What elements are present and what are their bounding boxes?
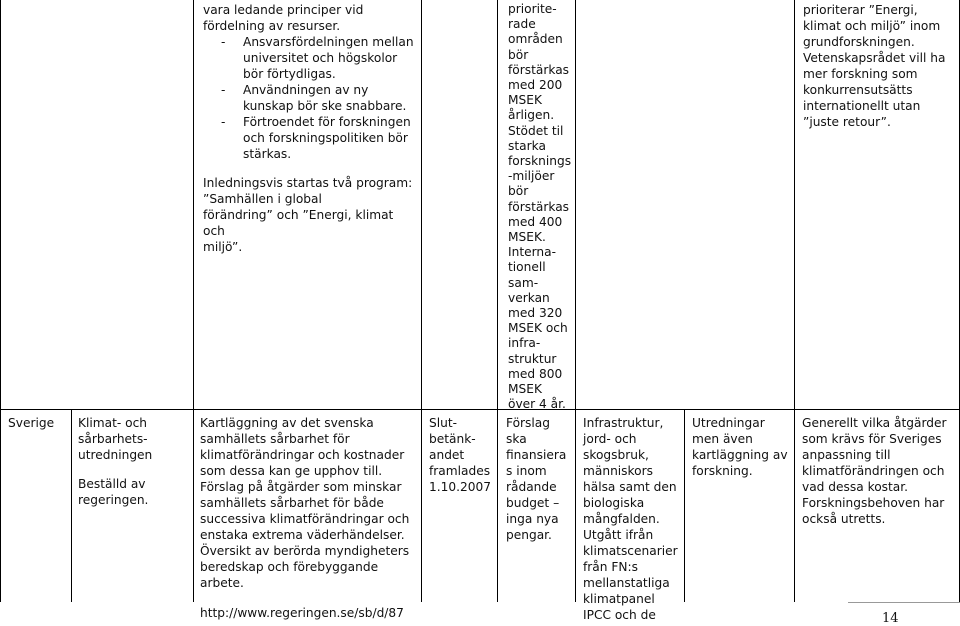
text-line: infra- <box>508 336 541 351</box>
text-line: utredningen <box>78 448 153 462</box>
text-line: finansiera <box>506 448 567 462</box>
text-line: fördelning av resurser. <box>203 19 341 33</box>
text-line: med 320 <box>508 306 563 321</box>
text-line: klimatscenarier <box>583 544 678 558</box>
text-line: stärkas. <box>243 147 292 161</box>
text-line: samhällets sårbarhet för både <box>200 496 384 510</box>
finance-cell <box>506 415 574 543</box>
text-line: tionell <box>508 260 546 275</box>
text-line: sam- <box>508 275 539 290</box>
text-line: bör <box>508 184 529 199</box>
text-line: från FN:s <box>583 560 638 574</box>
text-line: Inledningsvis startas två program: <box>203 176 413 190</box>
text-line: sårbarhets- <box>78 432 148 446</box>
text-line: Stödet til <box>508 123 564 138</box>
text-line: framlades <box>429 464 491 478</box>
text-line: Beställd av <box>78 477 146 491</box>
text-line: biologiska <box>583 496 645 510</box>
status-cell <box>429 415 495 495</box>
text-line: Interna- <box>508 245 556 260</box>
text-line: med 400 <box>508 214 563 229</box>
text-line: klimatförändringen och <box>802 464 945 478</box>
text-line: med 800 <box>508 366 563 381</box>
text-line: starka <box>508 138 546 153</box>
research-cell <box>692 415 792 479</box>
text-line: med 200 <box>508 78 563 93</box>
text-line: rade <box>508 17 536 32</box>
text-line: Förslag <box>506 416 550 430</box>
text-line: mer forskning som <box>803 67 918 81</box>
text-line: hälsa samt den <box>583 480 677 494</box>
text-line: årligen. <box>508 108 555 123</box>
text-line: priorite- <box>508 2 557 16</box>
text-line: Förslag på åtgärder som minskar <box>200 480 402 494</box>
text-line: internationellt utan <box>803 99 921 113</box>
funding-cell <box>508 2 574 412</box>
text-line: ”Samhällen i global <box>203 192 322 206</box>
grid-line <box>497 0 498 602</box>
text-line: Klimat- och <box>78 416 148 430</box>
text-line: också utretts. <box>802 512 886 526</box>
text-line: konkurrensutsätts <box>803 83 913 97</box>
text-line: klimatförändringar och kostnader <box>200 448 405 462</box>
grid-line <box>0 0 1 602</box>
text-line: jord- och <box>583 432 637 446</box>
text-line: IPCC och de <box>583 608 656 622</box>
text-line: Generellt vilka åtgärder <box>802 416 947 430</box>
text-line: arbete. <box>200 576 244 590</box>
text-line: enstaka extrema väderhändelser. <box>200 528 405 542</box>
country-name: Sverige <box>8 416 55 430</box>
text-line: pengar. <box>506 528 552 542</box>
text-line: MSEK <box>508 382 542 397</box>
text-line: Forskningsbehoven har <box>802 496 945 510</box>
text-line: och forskningspolitiken bör <box>243 131 408 145</box>
text-line: beredskap och förebyggande <box>200 560 379 574</box>
text-line: MSEK <box>508 93 542 108</box>
text-line: klimat och miljö” inom <box>803 19 941 33</box>
text-line: - Ansvarsfördelningen mellan <box>243 35 414 49</box>
text-line: prioriterar ”Energi, <box>803 3 918 17</box>
text-line: som krävs för Sveriges <box>802 432 942 446</box>
text-line: som dessa kan ge upphov till. <box>200 464 383 478</box>
text-line: bör förtydligas. <box>243 67 336 81</box>
text-line: människors <box>583 464 653 478</box>
principles-cell <box>203 2 418 255</box>
text-line: forskning. <box>692 464 753 478</box>
text-line: struktur <box>508 351 557 366</box>
source-url: http://www.regeringen.se/sb/d/87 <box>200 606 404 620</box>
text-line: områden <box>508 32 563 47</box>
bullet-item <box>221 34 418 82</box>
text-line: förändring” och ”Energi, klimat och <box>203 208 394 238</box>
text-line: MSEK och <box>508 321 568 336</box>
text-line: MSEK. <box>508 230 546 245</box>
text-line: s inom <box>506 464 547 478</box>
text-line: kunskap bör ske snabbare. <box>243 99 407 113</box>
text-line: rådande <box>506 480 557 494</box>
text-line: Kartläggning av det svenska <box>200 416 374 430</box>
page-number: 14 <box>882 611 899 626</box>
text-line: förstärkas <box>508 199 570 214</box>
bottom-comment-cell <box>802 415 958 527</box>
text-line: förstärkas <box>508 62 570 77</box>
text-line: ”juste retour”. <box>803 115 891 129</box>
text-line: ska <box>506 432 527 446</box>
grid-line <box>421 0 422 602</box>
text-line: Vetenskapsrådet vill ha <box>803 51 946 65</box>
text-line: vad dessa kostar. <box>802 480 909 494</box>
text-line: bör <box>508 47 529 62</box>
grid-line <box>794 0 795 602</box>
text-line: skogsbruk, <box>583 448 649 462</box>
text-line: 1.10.2007 <box>429 480 492 494</box>
bullet-item <box>221 114 418 162</box>
text-line: mångfalden. <box>583 512 660 526</box>
text-line: - Förtroendet för forskningen <box>243 115 411 129</box>
text-line: verkan <box>508 290 550 305</box>
text-line: Infrastruktur, <box>583 416 664 430</box>
bullet-item <box>221 82 418 114</box>
text-line: men även <box>692 432 753 446</box>
footer-rule <box>848 602 960 603</box>
inquiry-title-cell <box>78 415 191 508</box>
text-line: kartläggning av <box>692 448 788 462</box>
text-line: forsknings <box>508 154 572 169</box>
grid-line <box>71 410 72 602</box>
text-line: anpassning till <box>802 448 891 462</box>
grid-line <box>575 0 576 602</box>
text-line: - Användningen av ny <box>243 83 369 97</box>
text-line: betänk- <box>429 432 476 446</box>
text-line: regeringen. <box>78 493 149 507</box>
grid-line <box>684 410 685 602</box>
principles-intro <box>203 2 418 34</box>
sectors-cell <box>583 415 683 623</box>
text-line: grundforskningen. <box>803 35 915 49</box>
text-line: universitet och högskolor <box>243 51 398 65</box>
text-line: andet <box>429 448 465 462</box>
grid-line <box>193 0 194 602</box>
text-line: inga nya <box>506 512 559 526</box>
top-comment-cell <box>803 2 959 130</box>
text-line: samhällets sårbarhet för <box>200 432 350 446</box>
text-line: över 4 år. <box>508 397 566 412</box>
text-line: klimatpanel <box>583 592 655 606</box>
text-line: mellanstatliga <box>583 576 670 590</box>
text-line: successiva klimatförändringar och <box>200 512 410 526</box>
text-line: Översikt av berörda myndigheters <box>200 544 410 558</box>
text-line: budget – <box>506 496 560 510</box>
country-cell <box>8 415 70 431</box>
text-line: miljö”. <box>203 240 243 254</box>
text-line: Utgått ifrån <box>583 528 654 542</box>
text-line: vara ledande principer vid <box>203 3 364 17</box>
description-cell <box>200 415 419 621</box>
text-line: Utredningar <box>692 416 765 430</box>
text-line: -miljöer <box>508 169 555 184</box>
row-divider <box>0 409 960 410</box>
text-line: Slut- <box>429 416 458 430</box>
programs-paragraph <box>203 175 418 255</box>
